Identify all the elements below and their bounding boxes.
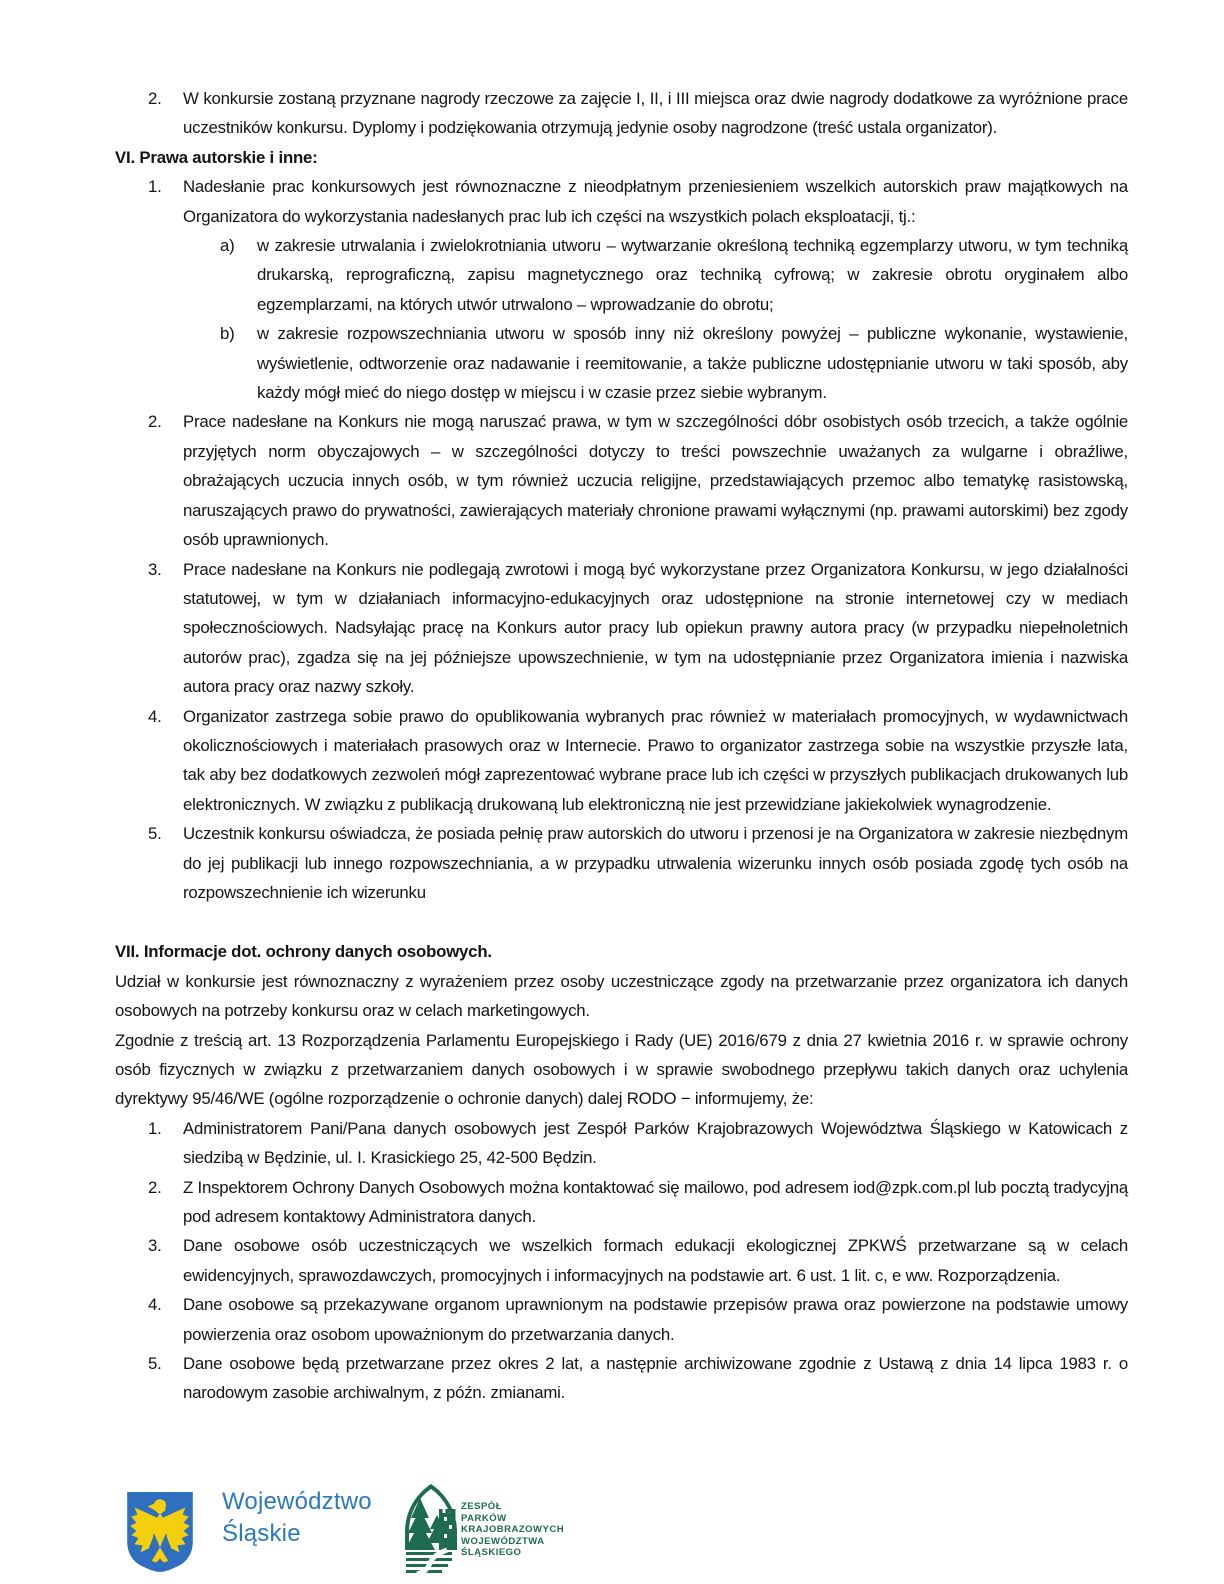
list-item-number: 4.	[148, 706, 162, 726]
sub-list-item-letter: b)	[220, 324, 235, 344]
list-item	[115, 1173, 1128, 1232]
zpk-line: PARKÓW	[461, 1512, 507, 1524]
list-item-text: Dane osobowe osób uczestniczących we wszelkich formach edukacji ekologicznej ZPKWŚ przetwarzane są w celach ewidencyjnych, sprawozdawczych, promocyjnych i informacyjnych na podstawie art. 6 ust. 1 lit. c, e ww. Rozporządzenia.	[183, 1236, 1128, 1285]
sub-list-item-text: w zakresie utrwalania i zwielokrotniania utworu – wytwarzanie określoną techniką egzemplarzy utworu, w tym techniką drukarską, reprograficzną, zapisu magnetycznego oraz techniką cyfrową; w zakresie obrotu oryginałem albo egzemplarzami, na których utwór utrwalono – wprowadzanie do obrotu;	[257, 236, 1128, 314]
list-item-text: W konkursie zostaną przyznane nagrody rzeczowe za zajęcie I, II, i III miejsca oraz dwie nagrody dodatkowe za wyróżnione prace uczestników konkursu. Dyplomy i podziękowania otrzymują jedynie osoby nagrodzone (treść ustala organizator).	[183, 89, 1128, 138]
list-item-number: 1.	[148, 177, 162, 197]
sub-list-item-text: w zakresie rozpowszechniania utworu w sposób inny niż określony powyżej – publiczne wykonanie, wystawienie, wyświetlenie, odtworzenie oraz nadawanie i reemitowanie, a także publiczne udostępnianie utworu w taki sposób, aby każdy mógł mieć do niego dostęp w miejscu i w czasie przez siebie wybranym.	[257, 324, 1128, 403]
list-item-number: 5.	[148, 824, 162, 844]
wojewodztwo-line: Województwo	[222, 1488, 372, 1515]
wojewodztwo-line: Śląskie	[222, 1520, 301, 1547]
list-item	[115, 819, 1128, 907]
zpk-wordmark	[461, 1501, 564, 1559]
list-item-text: Organizator zastrzega sobie prawo do opublikowania wybranych prac również w materiałach promocyjnych, w wydawnictwach okolicznościowych i materiałach prasowych oraz w Internecie. Prawo to organizator zastrzega sobie na wszystkie przyszłe lata, tak aby bez dodatkowych zezwoleń mógł zaprezentować wybrane prace lub ich części w przyszłych publikacjach drukowanych lub elektronicznych. W związku z publikacją drukowaną lub elektroniczną nie jest przewidziane jakiekolwiek wynagrodzenie.	[183, 706, 1128, 814]
sub-list-item	[115, 231, 1128, 319]
section-vi-heading: VI. Prawa autorskie i inne:	[115, 147, 318, 167]
section-vii-paragraph: Zgodnie z treścią art. 13 Rozporządzenia Parlamentu Europejskiego i Rady (UE) 2016/679 z dnia 27 kwietnia 2016 r. w sprawie ochrony osób fizycznych w związku z przetwarzaniem danych osobowych i w sprawie swobodnego przepływu takich danych oraz uchylenia dyrektywy 95/46/WE (ogólne rozporządzenie o ochronie danych) dalej RODO − informujemy, że:	[115, 1030, 1128, 1109]
zpk-line: ZESPÓŁ	[461, 1501, 503, 1512]
list-item	[115, 172, 1128, 231]
list-item-number: 1.	[148, 1118, 162, 1138]
list-item-number: 3.	[148, 1236, 162, 1256]
list-item-text: Z Inspektorem Ochrony Danych Osobowych można kontaktować się mailowo, pod adresem iod@zpk.com.pl lub pocztą tradycyjną pod adresem kontaktowy Administratora danych.	[183, 1177, 1128, 1227]
footer-logos	[0, 1484, 1224, 1584]
wojewodztwo-slaskie-wordmark	[222, 1486, 372, 1550]
list-item-number: 3.	[148, 559, 162, 579]
list-item	[115, 1349, 1128, 1408]
list-item-text: Uczestnik konkursu oświadcza, że posiada pełnię praw autorskich do utworu i przenosi je na Organizatora w zakresie niezbędnym do jej publikacji lub innego rozpowszechniania, a w przypadku utrwalenia wizerunku innych osób posiada zgodę tych osób na rozpowszechnienie ich wizerunku	[183, 824, 1128, 902]
list-item-number: 2.	[148, 412, 162, 432]
silesia-coat-of-arms-icon	[126, 1491, 194, 1578]
list-item-number: 2.	[148, 89, 162, 108]
sub-list-item	[115, 319, 1128, 407]
section-vii-heading: VII. Informacje dot. ochrony danych osobowych.	[115, 942, 492, 962]
list-item-number: 4.	[148, 1295, 162, 1315]
list-item	[115, 407, 1128, 554]
list-item-text: Dane osobowe są przekazywane organom uprawnionym na podstawie przepisów prawa oraz powierzone na podstawie umowy powierzenia oraz osobom upoważnionym do przetwarzania danych.	[183, 1295, 1128, 1344]
list-item-text: Administratorem Pani/Pana danych osobowych jest Zespół Parków Krajobrazowych Województwa Śląskiego w Katowicach z siedzibą w Będzinie, ul. I. Krasickiego 25, 42-500 Będzin.	[183, 1118, 1128, 1168]
zpk-line: WOJEWÓDZTWA	[461, 1535, 545, 1547]
list-item-text: Prace nadesłane na Konkurs nie mogą naruszać prawa, w tym w szczególności dóbr osobistych osób trzecich, a także ogólnie przyjętych norm obyczajowych – w szczególności dotyczy to treści powszechnie uważanych za wulgarne i obraźliwe, obrażających uczucia innych osób, w tym również uczucia religijne, przedstawiających przemoc albo tematykę rasistowską, naruszających prawo do prywatności, zawierających materiały chronione prawami wyłącznymi (np. prawami autorskimi) bez zgody osób uprawnionych.	[183, 412, 1128, 550]
list-item	[115, 1114, 1128, 1173]
list-item-text: Prace nadesłane na Konkurs nie podlegają zwrotowi i mogą być wykorzystane przez Organizatora Konkursu, w jego działalności statutowej, w tym w działaniach informacyjno-edukacyjnych oraz udostępnione na stronie internetowej czy w mediach społecznościowych. Nadsyłając pracę na Konkurs autor pracy lub opiekun prawny autora pracy (w przypadku niepełnoletnich autorów prac), zgadza się na jej późniejsze upowszechnienie, w tym na udostępnianie przez Organizatora imienia i nazwiska autora pracy oraz nazwy szkoły.	[183, 559, 1128, 697]
list-item	[115, 1231, 1128, 1290]
section-vii-paragraph: Udział w konkursie jest równoznaczny z wyrażeniem przez osoby uczestniczące zgody na przetwarzanie przez organizatora ich danych osobowych na potrzeby konkursu oraz w celach marketingowych.	[115, 971, 1128, 1021]
list-item-text: Dane osobowe będą przetwarzane przez okres 2 lat, a następnie archiwizowane zgodnie z Ustawą z dnia 14 lipca 1983 r. o narodowym zasobie archiwalnym, z późn. zmianami.	[183, 1354, 1128, 1403]
list-item-number: 2.	[148, 1177, 162, 1197]
list-item	[115, 555, 1128, 702]
zpk-line: ŚLĄSKIEGO	[461, 1547, 522, 1558]
zpk-line: KRAJOBRAZOWYCH	[461, 1524, 565, 1535]
zpk-landscape-parks-icon	[403, 1484, 459, 1581]
list-item-number: 5.	[148, 1354, 162, 1374]
list-item-text: Nadesłanie prac konkursowych jest równoznaczne z nieodpłatnym przeniesieniem wszelkich autorskich praw majątkowych na Organizatora do wykorzystania nadesłanych prac lub ich części na wszystkich polach eksploatacji, tj.:	[183, 177, 1128, 226]
document-body	[115, 84, 1128, 1408]
list-item	[115, 84, 1128, 143]
list-item	[115, 1290, 1128, 1349]
sub-list-item-letter: a)	[220, 236, 235, 256]
list-item	[115, 702, 1128, 820]
